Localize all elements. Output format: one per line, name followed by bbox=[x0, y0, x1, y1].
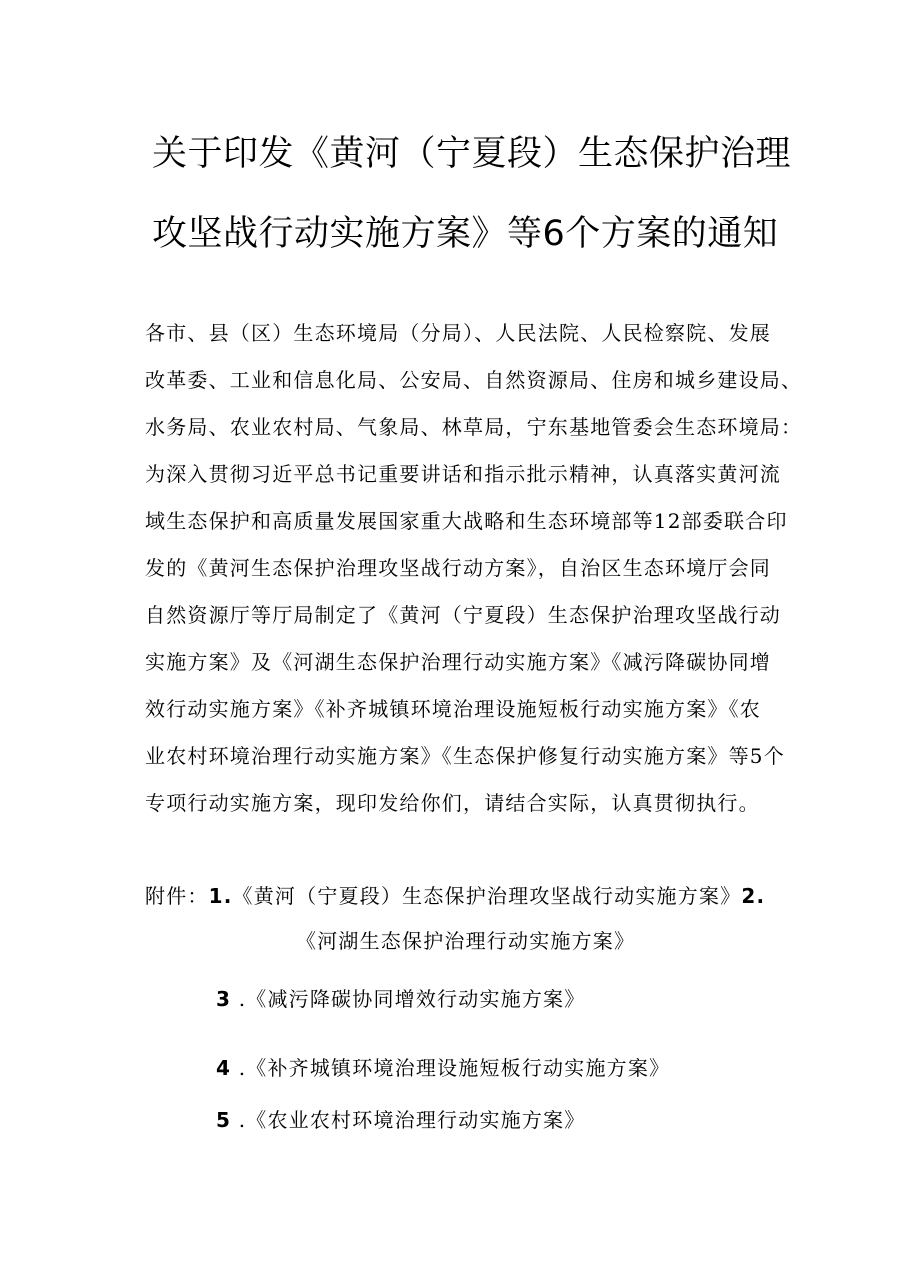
body-line: 自然资源厅等厅局制定了《黄河（宁夏段）生态保护治理攻坚战行动 bbox=[145, 603, 781, 627]
body-line: 发的《黄河生态保护治理攻坚战行动方案》，自治区生态环境厅会同 bbox=[145, 556, 771, 580]
attachment-title: .《减污降碳协同增效行动实施方案》 bbox=[238, 987, 586, 1011]
body-line: 为深入贯彻习近平总书记重要讲话和指示批示精神，认真落实黄河流 bbox=[145, 462, 781, 486]
body-line: 实施方案》及《河湖生态保护治理行动实施方案》《减污降碳协同增 bbox=[145, 650, 771, 674]
attachment-title: 《河湖生态保护治理行动实施方案》 bbox=[296, 929, 636, 953]
attachment-number: 3 bbox=[216, 987, 232, 1011]
attachment-item-3 bbox=[216, 989, 585, 1009]
body-line: 各市、县（区）生态环境局（分局）、人民法院、人民检察院、发展 bbox=[145, 321, 771, 345]
body-line: 业农村环境治理行动实施方案》《生态保护修复行动实施方案》等5个 bbox=[145, 744, 785, 768]
attachment-item-1 bbox=[145, 886, 765, 906]
attachment-item-5 bbox=[216, 1110, 585, 1130]
body-line: 水务局、农业农村局、气象局、林草局，宁东基地管委会生态环境局： bbox=[145, 415, 803, 439]
attachment-number: 2. bbox=[741, 884, 766, 908]
attachment-number: 4 bbox=[216, 1056, 232, 1080]
document-title-line-1: 关于印发《黄河（宁夏段）生态保护治理 bbox=[152, 134, 792, 174]
document-title-line-2: 攻坚战行动实施方案》等6个方案的通知 bbox=[152, 214, 779, 254]
attachment-number: 1. bbox=[208, 884, 233, 908]
attachment-prefix: 附件： bbox=[145, 884, 209, 908]
body-line: 效行动实施方案》《补齐城镇环境治理设施短板行动实施方案》《农 bbox=[145, 697, 761, 721]
attachment-title: .《补齐城镇环境治理设施短板行动实施方案》 bbox=[238, 1056, 671, 1080]
body-line: 域生态保护和高质量发展国家重大战略和生态环境部等12部委联合印 bbox=[145, 509, 788, 533]
attachment-item-2 bbox=[296, 931, 635, 951]
attachment-number: 5 bbox=[216, 1108, 232, 1132]
body-line: 改革委、工业和信息化局、公安局、自然资源局、住房和城乡建设局、 bbox=[145, 368, 803, 392]
body-line: 专项行动实施方案，现印发给你们，请结合实际，认真贯彻执行。 bbox=[145, 791, 760, 815]
attachment-title: 《黄河（宁夏段）生态保护治理攻坚战行动实施方案》 bbox=[232, 884, 742, 908]
attachment-item-4 bbox=[216, 1058, 670, 1078]
attachment-title: .《农业农村环境治理行动实施方案》 bbox=[238, 1108, 586, 1132]
